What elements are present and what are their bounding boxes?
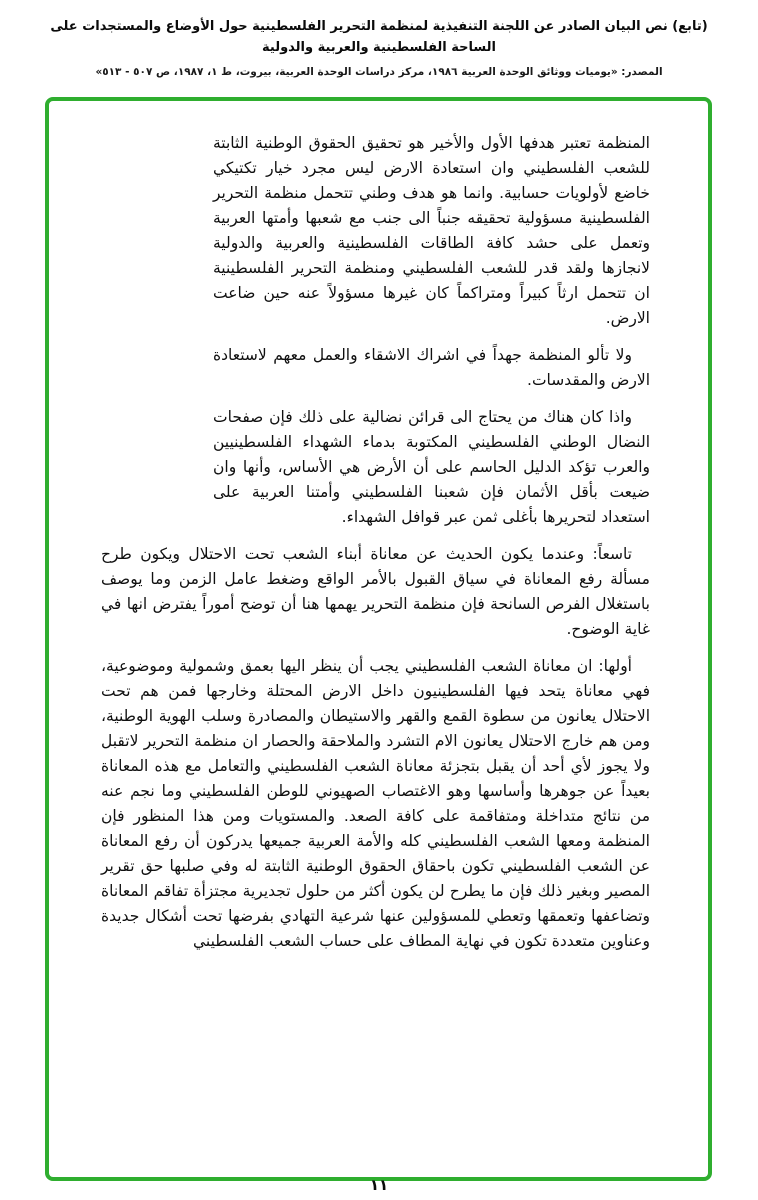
document-border-frame (45, 97, 712, 1181)
document-body (49, 101, 708, 986)
document-title: (تابع) نص البيان الصادر عن اللجنة التنفيذية لمنظمة التحرير الفلسطينية حول الأوضاع والمستجدات على الساحة الفلسطينية والعربية والدولية (50, 19, 708, 55)
body-paragraph: المنظمة تعتبر هدفها الأول والأخير هو تحقيق الحقوق الوطنية الثابتة للشعب الفلسطيني وان استعادة الارض ليس مجرد خيار تكتيكي خاضع لأولويات حسابية. وانما هو هدف وطني تتحمل منظمة التحرير الفلسطينية مسؤولية تحقيقه جنباً الى جنب مع شعبها وأمتها العربية وتعمل على حشد كافة الطاقات الفلسطينية والعربية والدولية لانجازها ولقد قدر للشعب الفلسطيني ومنظمة التحرير الفلسطينية ان تتحمل ارثاً كبيراً ومتراكماً كان غيرها مسؤولاً عنه حين ضاعت الارض. (213, 134, 650, 327)
body-paragraph: تاسعاً: وعندما يكون الحديث عن معاناة أبناء الشعب تحت الاحتلال ويكون طرح مسألة رفع المعاناة في سياق القبول بالأمر الواقع وضغط عامل الزمن وما يوصف باستغلال الفرص السانحة فإن منظمة التحرير يهمها هنا أن توضح أموراً يفترض انها في غاية الوضوح. (101, 545, 650, 638)
body-paragraph: أولها: ان معاناة الشعب الفلسطيني يجب أن ينظر اليها بعمق وشمولية وموضوعية، فهي معاناة يتحد فيها الفلسطينيون داخل الارض المحتلة وخارجها فمن هم تحت الاحتلال يعانون من سطوة القمع والقهر والاستيطان والمصادرة وسلب الهوية الوطنية، ومن هم خارج الاحتلال يعانون الام التشرد والملاحقة والحصار ان منظمة التحرير لاتقبل ولا يجوز لأي أحد أن يقبل بتجزئة معاناة الشعب الفلسطيني والتعامل مع هذه المعاناة بعيداً عن جوهرها وأساسها وهو الاغتصاب الصهيوني للوطن الفلسطيني وما نجم عنه من نتائج متداخلة ومتفاقمة على كافة الصعد. والمستويات ومن هذا المنظور فإن المنظمة ومعها الشعب الفلسطيني كله والأمة العربية جميعها يدركون أن رفع المعاناة عن الشعب الفلسطيني تكون باحقاق الحقوق الوطنية الثابتة له وفي صلبها حق تقرير المصير وبغير ذلك فإن ما يطرح لن يكون أكثر من حلول تجديرية مجتزأة تفاقم المعاناة وتضاعفها وتعمقها وتعطي للمسؤولين عنها شرعية التهادي بفرضها تحت أشكال جديدة وعناوين متعددة تكون في نهاية المطاف على حساب الشعب الفلسطيني (101, 657, 650, 950)
source-citation: المصدر: «يوميات ووثائق الوحدة العربية ١٩٨٦، مركز دراسات الوحدة العربية، بيروت، ط ١، ١٩٨٧، ص ٥٠٧ - ٥١٣» (95, 66, 663, 78)
body-paragraph: واذا كان هناك من يحتاج الى قرائن نضالية على ذلك فإن صفحات النضال الوطني الفلسطيني المكتوبة بدماء الشهداء الفلسطينيين والعرب تؤكد الدليل الحاسم على أن الأرض هي الأساس، وأنها وان ضيعت بأقل الأثمان فإن شعبنا الفلسطيني وأمتنا العربية على استعداد لتحريرها بأغلى ثمن عبر قوافل الشهداء. (213, 408, 650, 526)
body-paragraph: ولا تألو المنظمة جهداً في اشراك الاشقاء والعمل معهم لاستعادة الارض والمقدسات. (213, 346, 650, 389)
page-number: ١١ (369, 1176, 389, 1194)
indented-text-block (213, 131, 650, 530)
main-text-block (101, 542, 650, 954)
